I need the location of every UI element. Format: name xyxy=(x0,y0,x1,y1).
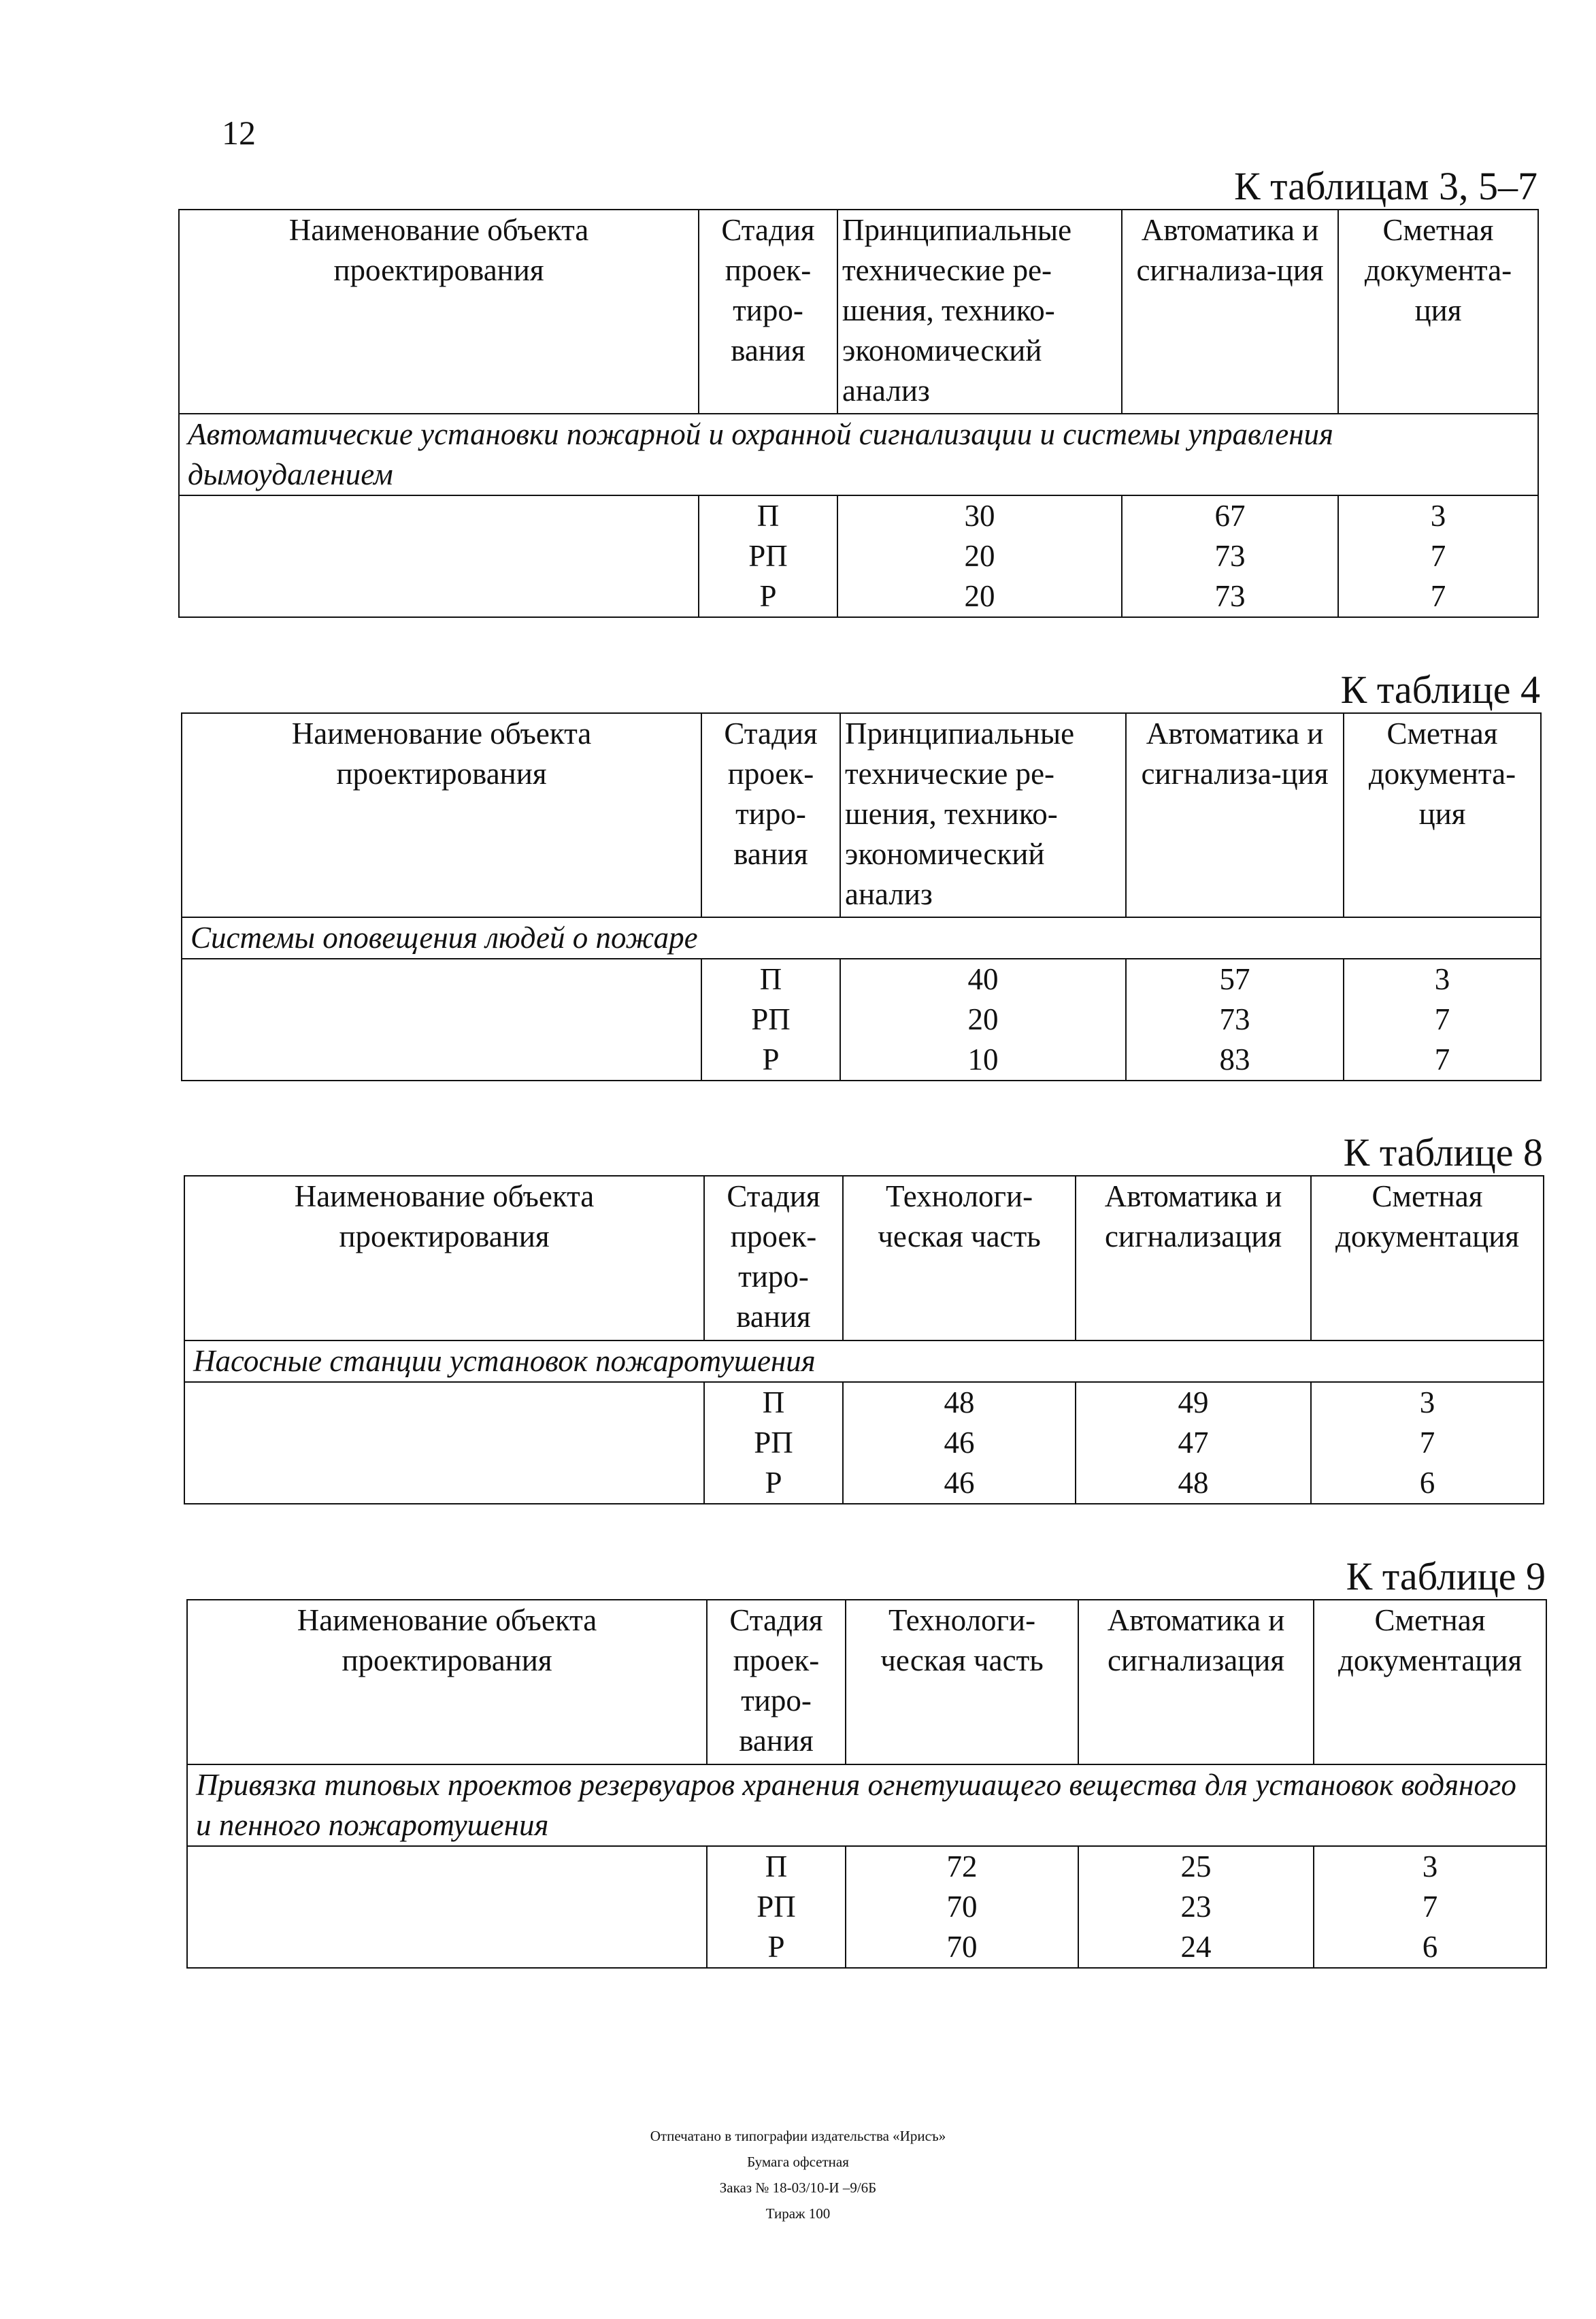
imprint-line: Отпечатано в типографии издательства «Ирисъ» xyxy=(650,2128,946,2144)
stage-cell: П РП Р xyxy=(704,1382,843,1504)
header-row xyxy=(179,210,1538,414)
section-row xyxy=(184,1341,1544,1382)
section-title: Привязка типовых проектов резервуаров хранения огнетушащего вещества для установок водяного и пенного пожаротушения xyxy=(187,1764,1546,1846)
ratio-table xyxy=(184,1175,1544,1504)
object-cell xyxy=(179,495,699,617)
table-caption: К таблице 8 xyxy=(1343,1130,1543,1174)
table-caption: К таблицам 3, 5–7 xyxy=(1233,164,1537,208)
header-stage: Стадия проек-тиро-вания xyxy=(707,1600,846,1764)
header-row xyxy=(187,1600,1546,1764)
page-number: 12 xyxy=(222,114,256,152)
section-title: Насосные станции установок пожаротушения xyxy=(184,1341,1544,1382)
tech-cell: 40 20 10 xyxy=(840,959,1126,1081)
section-row xyxy=(182,917,1541,959)
header-automation: Автоматика и сигнализа-ция xyxy=(1122,210,1338,414)
table-caption: К таблице 9 xyxy=(1346,1554,1546,1598)
header-estimate: Сметная документа-ция xyxy=(1344,713,1541,917)
table-block-2 xyxy=(181,670,1540,1079)
ratio-table xyxy=(186,1599,1547,1969)
header-stage: Стадия проек-тиро-вания xyxy=(699,210,837,414)
table-block-4 xyxy=(186,1554,1546,1979)
imprint-footer xyxy=(0,2123,1596,2226)
header-tech: Принципиальные технические ре-шения, технико-экономический анализ xyxy=(840,713,1126,917)
header-object: Наименование объекта проектирования xyxy=(184,1176,704,1341)
object-cell xyxy=(184,1382,704,1504)
section-row xyxy=(179,414,1538,495)
object-cell xyxy=(187,1846,707,1968)
header-tech: Принципиальные технические ре-шения, технико-экономический анализ xyxy=(837,210,1122,414)
table-caption: К таблице 4 xyxy=(1340,668,1540,712)
section-title: Системы оповещения людей о пожаре xyxy=(182,917,1541,959)
data-row xyxy=(184,1382,1544,1504)
header-automation: Автоматика и сигнализация xyxy=(1078,1600,1314,1764)
ratio-table xyxy=(178,209,1539,618)
stage-cell: П РП Р xyxy=(699,495,837,617)
ratio-table xyxy=(181,712,1542,1081)
data-row xyxy=(182,959,1541,1081)
header-estimate: Сметная документация xyxy=(1314,1600,1546,1764)
header-row xyxy=(184,1176,1544,1341)
automation-cell: 67 73 73 xyxy=(1122,495,1338,617)
automation-cell: 57 73 83 xyxy=(1126,959,1344,1081)
header-object: Наименование объекта проектирования xyxy=(187,1600,707,1764)
header-estimate: Сметная документация xyxy=(1311,1176,1544,1341)
header-row xyxy=(182,713,1541,917)
estimate-cell: 3 7 7 xyxy=(1338,495,1538,617)
stage-cell: П РП Р xyxy=(701,959,840,1081)
header-object: Наименование объекта проектирования xyxy=(179,210,699,414)
header-object: Наименование объекта проектирования xyxy=(182,713,701,917)
header-estimate: Сметная документа-ция xyxy=(1338,210,1538,414)
table-block-1 xyxy=(178,164,1537,616)
tech-cell: 48 46 46 xyxy=(843,1382,1076,1504)
header-tech: Технологи-ческая часть xyxy=(843,1176,1076,1341)
estimate-cell: 3 7 6 xyxy=(1311,1382,1544,1504)
data-row xyxy=(179,495,1538,617)
automation-cell: 25 23 24 xyxy=(1078,1846,1314,1968)
header-stage: Стадия проек-тиро-вания xyxy=(701,713,840,917)
stage-cell: П РП Р xyxy=(707,1846,846,1968)
automation-cell: 49 47 48 xyxy=(1076,1382,1311,1504)
header-stage: Стадия проек-тиро-вания xyxy=(704,1176,843,1341)
data-row xyxy=(187,1846,1546,1968)
imprint-line: Тираж 100 xyxy=(765,2205,831,2222)
estimate-cell: 3 7 7 xyxy=(1344,959,1541,1081)
tech-cell: 72 70 70 xyxy=(846,1846,1078,1968)
tech-cell: 30 20 20 xyxy=(837,495,1122,617)
imprint-line: Заказ № 18-03/10-И –9/6Б xyxy=(719,2180,877,2196)
object-cell xyxy=(182,959,701,1081)
table-block-3 xyxy=(184,1130,1543,1514)
header-automation: Автоматика и сигнализа-ция xyxy=(1126,713,1344,917)
header-automation: Автоматика и сигнализация xyxy=(1076,1176,1311,1341)
header-tech: Технологи-ческая часть xyxy=(846,1600,1078,1764)
estimate-cell: 3 7 6 xyxy=(1314,1846,1546,1968)
imprint-line: Бумага офсетная xyxy=(747,2154,849,2170)
section-row xyxy=(187,1764,1546,1846)
section-title: Автоматические установки пожарной и охранной сигнализации и системы управления дымоудалением xyxy=(179,414,1538,495)
